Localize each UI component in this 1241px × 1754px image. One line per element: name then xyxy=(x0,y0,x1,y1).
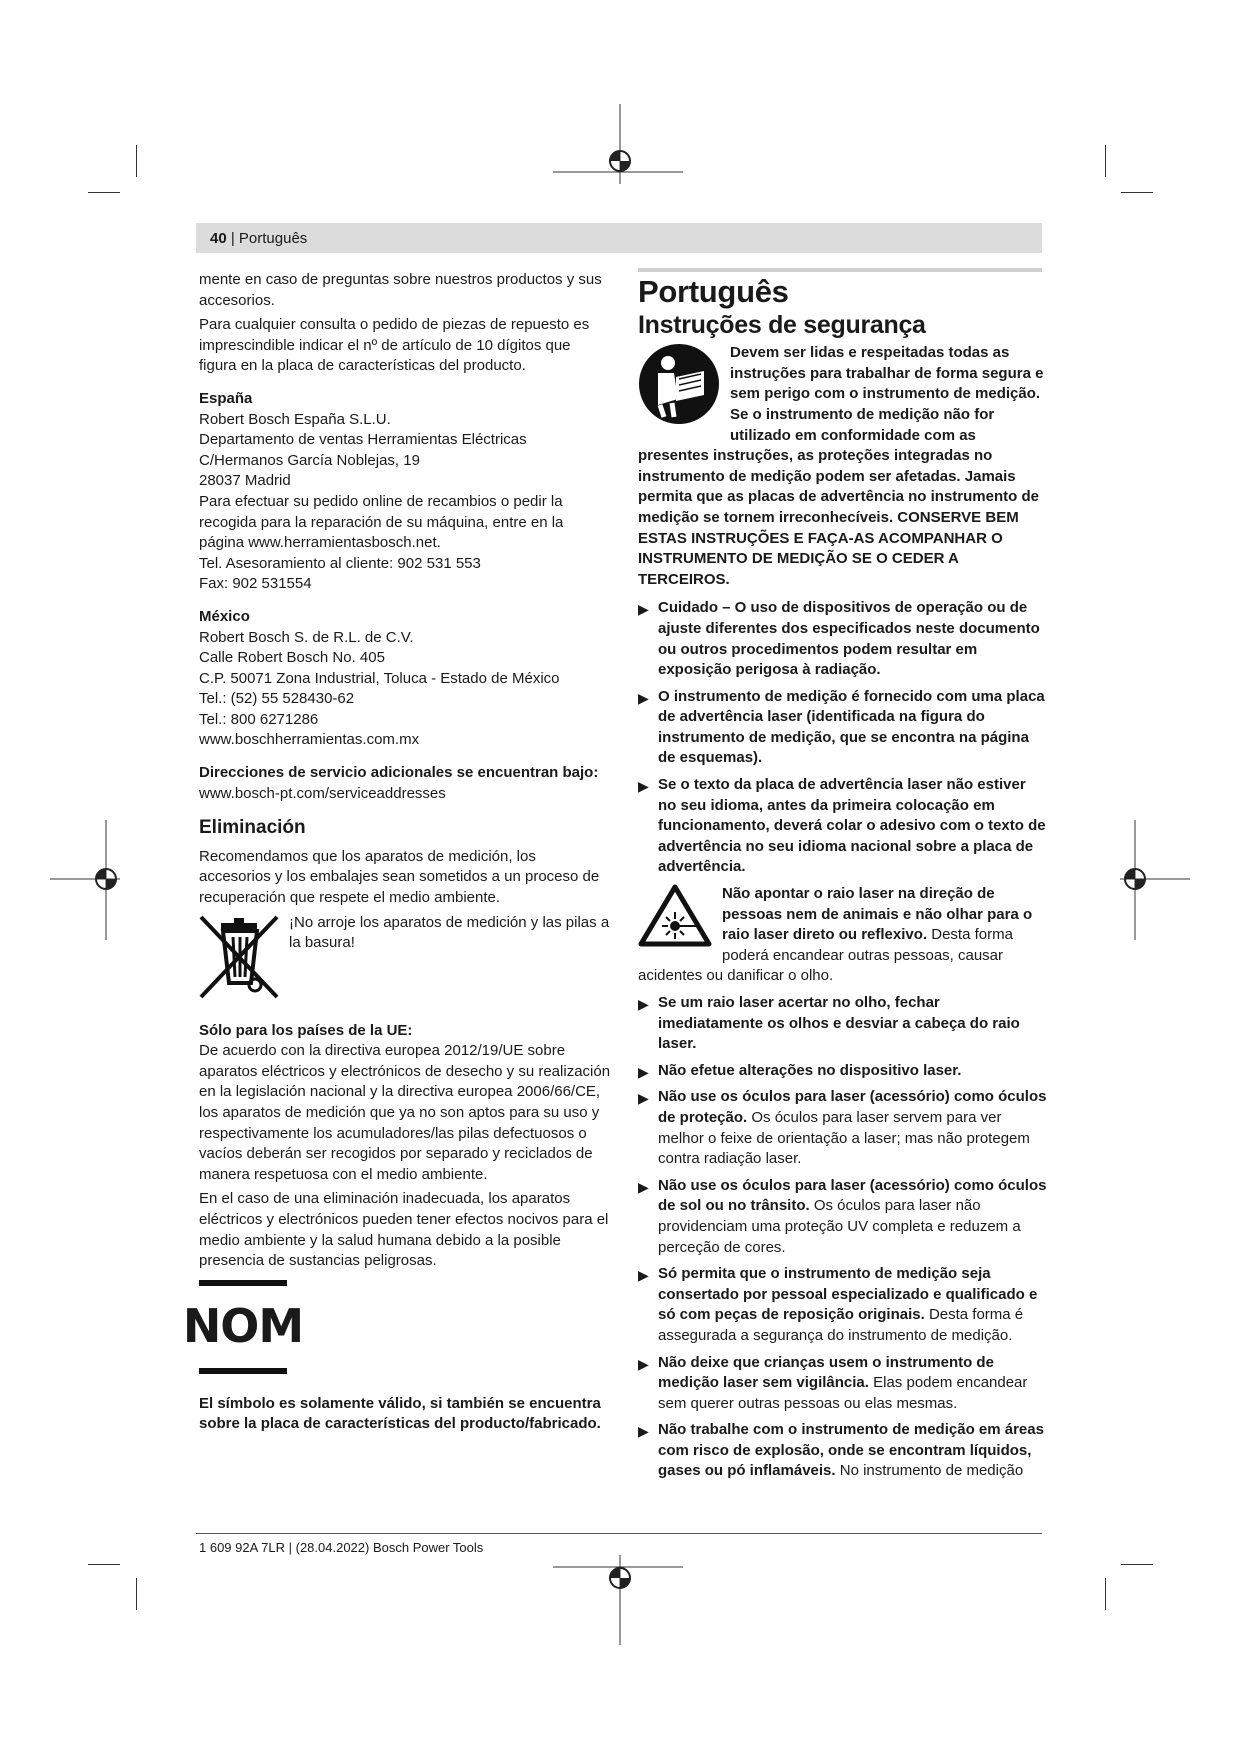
list-item xyxy=(638,1353,1048,1415)
spain-tel: Tel. Asesoramiento al cliente: 902 531 553 xyxy=(199,554,481,572)
bullet-arrow-icon: ▶ xyxy=(638,601,649,618)
registration-mark-bottom-icon xyxy=(553,1555,683,1645)
spain-fax: Fax: 902 531554 xyxy=(199,575,312,593)
crop-mark xyxy=(1121,192,1153,193)
registration-mark-right-icon xyxy=(1080,820,1190,940)
list-item xyxy=(638,598,1048,680)
laser-warning xyxy=(638,884,1048,987)
safety-warning xyxy=(638,343,1048,590)
registration-mark-top-icon xyxy=(553,104,683,184)
mexico-address-line: Calle Robert Bosch No. 405 xyxy=(199,649,385,667)
list-item-bold: Não deixe que crianças usem o instrumento de medição laser sem vigilância. xyxy=(658,1353,994,1392)
crop-mark xyxy=(1105,1578,1106,1610)
registration-mark-left-icon xyxy=(50,820,160,940)
list-item-text: Os óculos para laser servem para ver melhor o feixe de orientação a laser; mas não protegem contra radiação laser. xyxy=(658,1108,1030,1168)
list-item xyxy=(638,775,1048,878)
bullet-arrow-icon: ▶ xyxy=(638,996,649,1012)
list-item xyxy=(638,687,1048,769)
list-item xyxy=(638,1087,1048,1169)
crop-mark xyxy=(88,192,120,193)
safety-warning-text: Devem ser lidas e respeitadas todas as instruções para trabalhar de forma segura e sem perigo com o instrumento de medição. Se o instrumento de medição não for utilizado em conformidade com as presentes instruções, as proteções integradas no instrumento de medição podem ser afetadas. Jamais permita que as placas de advertência no instrumento de medição se tornem irreconhecíveis. CONSERVE BEM ESTAS INSTRUÇÕES E FAÇA-AS ACOMPANHAR O INSTRUMENTO DE MEDIÇÃO SE O CEDER A TERCEIROS. xyxy=(638,344,1044,588)
bullet-arrow-icon: ▶ xyxy=(638,1090,649,1107)
list-item-bold: Não trabalhe com o instrumento de medição em áreas com risco de explosão, onde se encontram líquidos, gases ou pó inflamáveis. xyxy=(658,1421,1044,1480)
laser-warning-text: Desta forma poderá encandear outras pessoas, causar acidentes ou danificar o olho. xyxy=(638,926,1013,985)
intro-text: mente en caso de preguntas sobre nuestros productos y sus accesorios. xyxy=(199,271,602,309)
section-subtitle: Instruções de segurança xyxy=(638,310,926,339)
crop-mark xyxy=(88,1564,120,1565)
list-item-text: No instrumento de medição xyxy=(839,1462,1024,1480)
parts-note: Para cualquier consulta o pedido de piezas de repuesto es imprescindible indicar el nº de artículo de 10 dígitos que figura en la placa de características del producto. xyxy=(199,316,590,375)
read-manual-icon xyxy=(638,343,720,425)
list-item xyxy=(638,1264,1048,1346)
bullet-arrow-icon: ▶ xyxy=(638,1355,649,1372)
list-item xyxy=(638,1176,1048,1258)
mexico-address-line: www.boschherramientas.com.mx xyxy=(199,731,420,749)
list-item-bold: Só permita que o instrumento de medição seja consertado por pessoal especializado e qualificado e só com peças de reposição originais. xyxy=(658,1265,1038,1324)
mexico-heading: México xyxy=(199,607,250,625)
crossed-bin-icon xyxy=(199,913,279,999)
laser-warning-bold: Não apontar o raio laser na direção de pessoas nem de animais e não olhar para o raio laser direto ou reflexivo. xyxy=(722,885,1033,944)
list-item-bold: Não use os óculos para laser (acessório) como óculos de sol ou no trânsito. xyxy=(658,1176,1047,1215)
crop-mark xyxy=(136,1578,137,1610)
laser-warning-icon xyxy=(638,884,712,948)
list-item-text: Se um raio laser acertar no olho, fechar imediatamente os olhos e desviar a cabeça do raio laser. xyxy=(658,994,1020,1053)
page-footer: 1 609 92A 7LR | (28.04.2022) Bosch Power Tools xyxy=(199,1540,484,1555)
eu-text: De acuerdo con la directiva europea 2012/19/UE sobre aparatos eléctricos y electrónicos de desecho y su realización en la legislación nacional y la directiva europea 2006/66/CE, los aparatos de medición que ya no son aptos para su uso y respectivamente los acumuladores/las pilas defectuosos o vacíos deberán ser recogidos por separado y reciclados de manera respetuosa con el medio ambiente. xyxy=(199,1042,611,1183)
spain-online-text: Para efectuar su pedido online de recambios o pedir la recogida para la reparación de su máquina, entre en la página www.herramientasbosch.net. xyxy=(199,492,564,552)
disposal-heading: Eliminación xyxy=(199,817,306,839)
spain-address-line: Departamento de ventas Herramientas Eléctricas xyxy=(199,431,527,449)
eu-text-2: En el caso de una eliminación inadecuada, los aparatos eléctricos y electrónicos pueden tener efectos nocivos para el medio ambiente y la salud humana debido a la posible presencia de sustancias peligrosas. xyxy=(199,1190,609,1270)
mexico-address-line: Robert Bosch S. de R.L. de C.V. xyxy=(199,628,414,646)
bullet-arrow-icon: ▶ xyxy=(638,778,649,795)
header-section: Português xyxy=(238,230,308,247)
bullet-arrow-icon: ▶ xyxy=(638,1063,649,1080)
mexico-address-line: Tel.: (52) 55 528430-62 xyxy=(199,690,355,708)
list-item-text: O instrumento de medição é fornecido com uma placa de advertência laser (identificada na figura do instrumento de medição, que se encontra na página de esquemas). xyxy=(658,687,1045,767)
service-url: www.bosch-pt.com/serviceaddresses xyxy=(199,784,446,802)
list-item-text: Cuidado – O uso de dispositivos de operação ou de ajuste diferentes dos especificados neste documento ou outros procedimentos podem resultar em exposição perigosa à radiação. xyxy=(658,599,1040,679)
mexico-address-line: C.P. 50071 Zona Industrial, Toluca - Estado de México xyxy=(199,669,560,687)
mexico-address-line: Tel.: 800 6271286 xyxy=(199,710,319,728)
spain-address-line: 28037 Madrid xyxy=(199,472,291,490)
header-text: 40 | Português xyxy=(210,230,308,247)
crop-mark xyxy=(1121,1564,1153,1565)
bullet-arrow-icon: ▶ xyxy=(638,1423,649,1440)
list-item-text: Os óculos para laser não providenciam uma proteção UV completa e reduzem a perceção de cores. xyxy=(658,1197,1021,1256)
bullet-arrow-icon: ▶ xyxy=(638,689,649,706)
list-item xyxy=(638,993,1048,1055)
nom-note: El símbolo es solamente válido, si también se encuentra sobre la placa de características del producto/fabricado. xyxy=(199,1394,601,1433)
crop-mark xyxy=(136,145,137,177)
page-number: 40 xyxy=(210,230,227,247)
list-item-text: Desta forma é assegurada a segurança do instrumento de medição. xyxy=(658,1306,1024,1344)
list-item-text: Se o texto da placa de advertência laser não estiver no seu idioma, antes da primeira colocação em funcionamento, deverá colar o adesivo com o texto de advertência no seu idioma nacional sobre a placa de advertência. xyxy=(658,776,1046,876)
right-column xyxy=(638,266,1048,1488)
list-item-text: Elas podem encandear sem querer outras pessoas ou elas mesmas. xyxy=(658,1374,1028,1412)
bullet-arrow-icon: ▶ xyxy=(638,1267,649,1284)
bin-text: ¡No arroje los aparatos de medición y las pilas a la basura! xyxy=(289,913,610,952)
list-item-bold: Não use os óculos para laser (acessório) como óculos de proteção. xyxy=(658,1088,1047,1126)
disposal-text: Recomendamos que los aparatos de medición, los accesorios y los embalajes sean sometidos a un proceso de recuperación que respete el medio ambiente. xyxy=(199,847,600,907)
page-header xyxy=(196,223,1042,253)
spain-address-line: C/Hermanos García Noblejas, 19 xyxy=(199,451,420,469)
bullet-arrow-icon: ▶ xyxy=(638,1178,649,1195)
section-title: Português xyxy=(638,274,789,309)
eu-heading: Sólo para los países de la UE: xyxy=(199,1021,413,1039)
spain-address-line: Robert Bosch España S.L.U. xyxy=(199,410,391,428)
list-item xyxy=(638,1420,1048,1482)
list-item xyxy=(638,1061,1048,1082)
nom-logo: NOM xyxy=(199,1280,287,1374)
crop-mark xyxy=(1105,145,1106,177)
list-item-text: Não efetue alterações no dispositivo laser. xyxy=(658,1061,962,1079)
footer-rule xyxy=(196,1533,1042,1534)
left-column xyxy=(182,270,611,1435)
service-heading: Direcciones de servicio adicionales se encuentran bajo: xyxy=(199,764,599,782)
spain-heading: España xyxy=(199,389,253,407)
